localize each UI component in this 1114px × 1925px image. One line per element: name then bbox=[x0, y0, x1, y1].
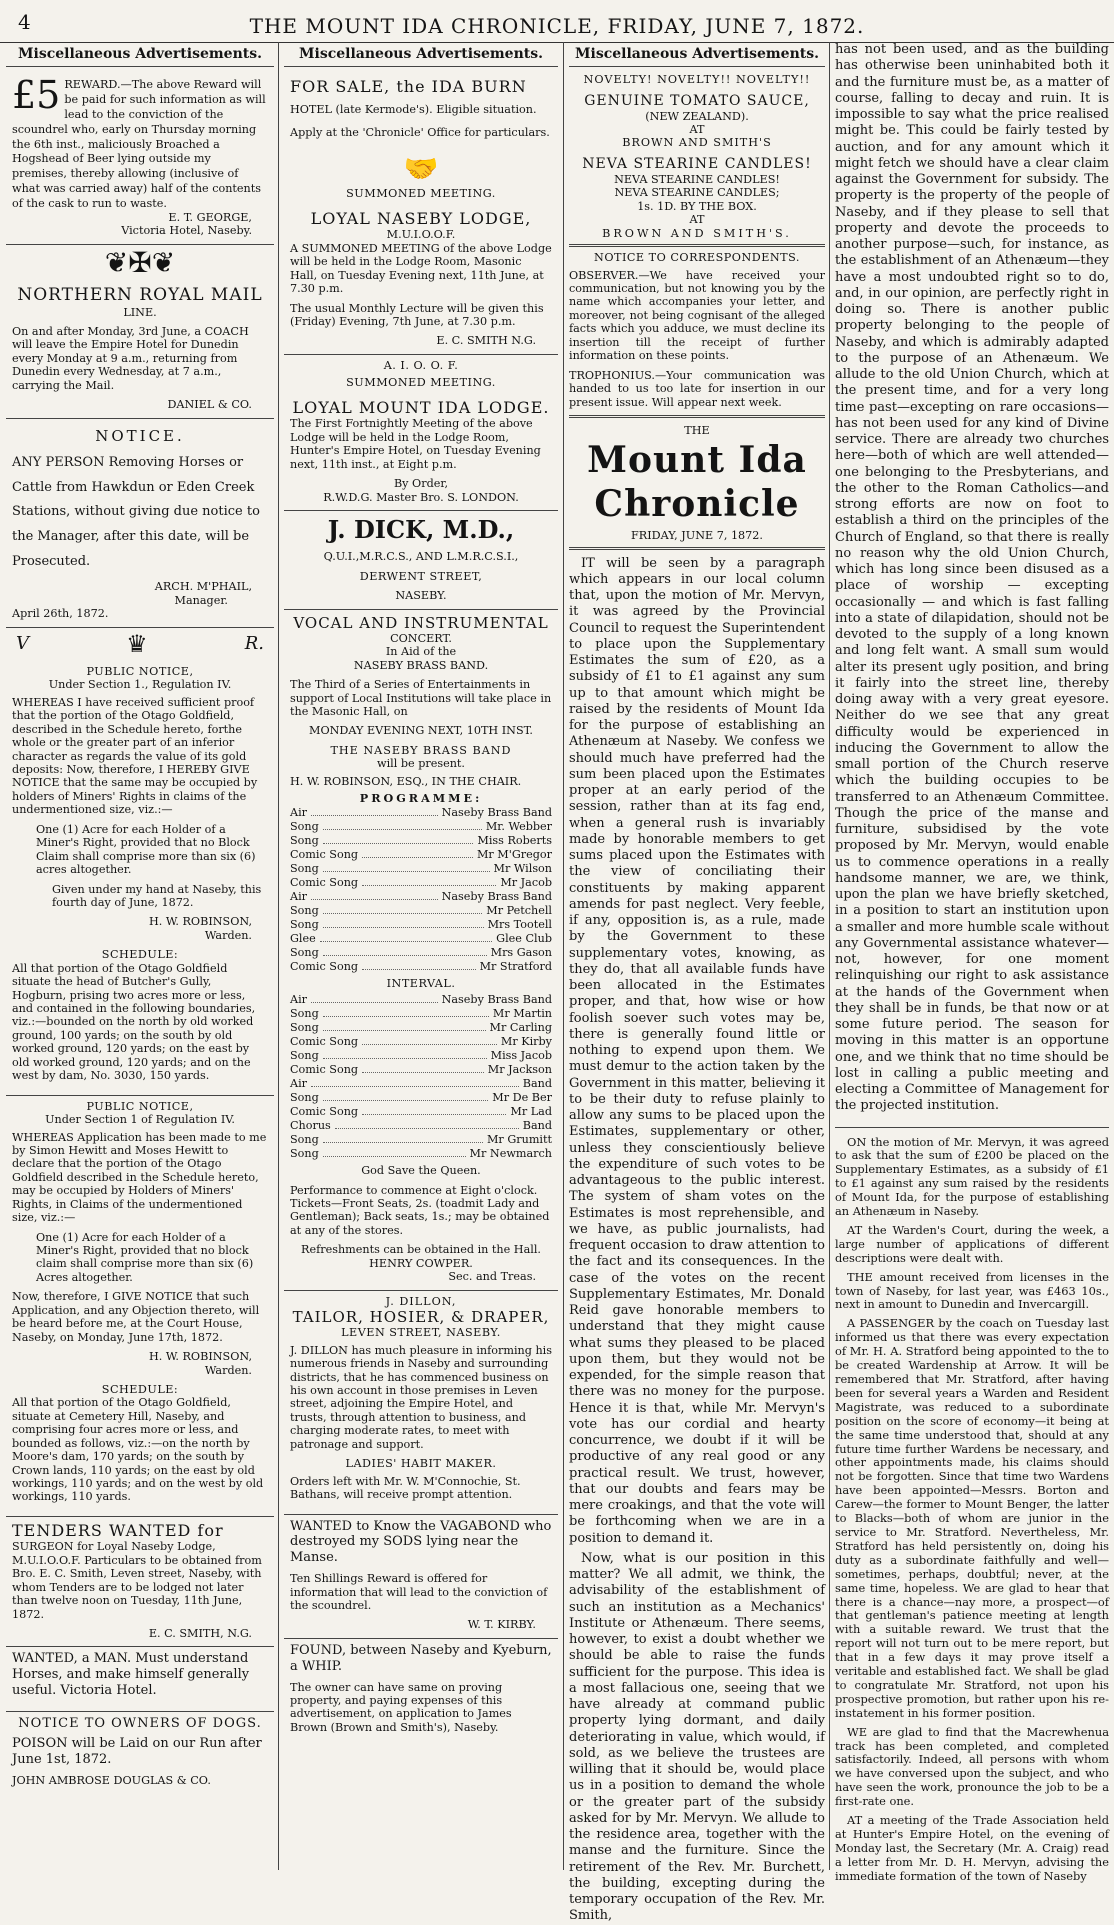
programme-performer: Mr Jackson bbox=[487, 1063, 552, 1077]
programme-performer: Band bbox=[522, 1077, 552, 1091]
dillon-title: TAILOR, HOSIER, & DRAPER, bbox=[292, 1308, 550, 1326]
aiof-heading: A. I. O. O. F. bbox=[383, 358, 459, 372]
programme-performer: Glee Club bbox=[496, 931, 552, 945]
pn1-signature: H. W. ROBINSON, bbox=[148, 915, 252, 929]
tomato-title: GENUINE TOMATO SAUCE, bbox=[584, 92, 810, 109]
concert-band-present: THE NASEBY BRASS BAND bbox=[330, 743, 512, 757]
local-note-5: WE are glad to find that the Macrewhenua track has been completed, and completed satisfactorily. Indeed, all persons with whom we have conversed upon the subject, and who have seen the work, pronounce the job to be a first-rate one. bbox=[835, 1724, 1109, 1809]
sale-title: FOR SALE, the IDA BURN bbox=[290, 77, 527, 97]
programme-performer: Mr M'Gregor bbox=[476, 847, 552, 861]
programme-item: Air bbox=[290, 993, 308, 1007]
pn1-text: WHEREAS I have received sufficient proof that the portion of the Otago Goldfield, described in the Schedule hereto, forthe whole or the greater part of an inferior character as regards the value of its gold deposits: Now, therefore, I HEREBY GIVE NOTICE that the same may be occupied by holders of Miners' Rights in claims of the undermentioned size, viz.:— bbox=[12, 695, 258, 817]
mount-ida-lodge-ad bbox=[284, 394, 558, 511]
programme-item: Song bbox=[290, 945, 319, 959]
lodge1-signature: E. C. SMITH N.G. bbox=[436, 334, 536, 348]
wanted-man-text: WANTED, a MAN. Must understand Horses, and make himself generally useful. Victoria Hotel. bbox=[12, 1651, 250, 1699]
tenders-text: SURGEON for Loyal Naseby Lodge, M.U.I.O.O.F. Particulars to be obtained from Bro. E. C. Smith, Leven street, Naseby, with whom Tenders are to be lodged not later than twelve noon on Tuesday, 11th June, 1872. bbox=[12, 1540, 262, 1621]
programme-heading: PROGRAMME: bbox=[359, 791, 483, 806]
dick-quals: Q.U.I.,M.R.C.S., AND L.M.R.C.S.I., bbox=[323, 550, 519, 564]
pn1-heading: PUBLIC NOTICE, bbox=[86, 664, 194, 678]
programme-item: Comic Song bbox=[290, 1063, 359, 1077]
dillon-ad bbox=[284, 1291, 558, 1515]
page-number: 4 bbox=[18, 10, 31, 34]
programme-row bbox=[290, 932, 552, 946]
leader-dots bbox=[362, 1105, 506, 1115]
leader-dots bbox=[311, 993, 438, 1003]
concert-chair: H. W. ROBINSON, ESQ., IN THE CHAIR. bbox=[290, 774, 522, 788]
vagabond-text: WANTED to Know the VAGABOND who destroyed my SODS lying near the Manse. bbox=[290, 1518, 552, 1566]
pn2-schedule-heading: SCHEDULE: bbox=[101, 1382, 179, 1396]
found-text2: The owner can have same on proving property, and paying expenses of this advertisement, on application to James Brown (Brown and Smith's), Naseby. bbox=[290, 1680, 512, 1734]
programme-performer: Miss Jacob bbox=[490, 1049, 552, 1063]
brown-smith-1: BROWN AND SMITH'S bbox=[622, 136, 772, 150]
leader-dots bbox=[323, 1091, 489, 1101]
programme-row bbox=[290, 806, 552, 820]
for-sale-ad bbox=[284, 73, 558, 151]
concert-signature: HENRY COWPER. bbox=[369, 1256, 473, 1270]
dillon-ladies: LADIES' HABIT MAKER. bbox=[345, 1457, 497, 1471]
page-title: THE MOUNT IDA CHRONICLE, FRIDAY, JUNE 7, 1872. bbox=[249, 14, 865, 38]
column-rule bbox=[563, 42, 564, 1870]
programme-performer: Naseby Brass Band bbox=[441, 805, 552, 819]
leader-dots bbox=[323, 946, 487, 956]
leader-dots bbox=[323, 862, 490, 872]
programme-performer: Miss Roberts bbox=[477, 833, 552, 847]
programme-item: Song bbox=[290, 1147, 319, 1161]
programme-item: Song bbox=[290, 903, 319, 917]
programme-item: Song bbox=[290, 833, 319, 847]
vr-letter-left: V bbox=[16, 633, 29, 655]
reward-amount: £5 bbox=[12, 73, 61, 118]
programme-row bbox=[290, 1063, 552, 1077]
programme-performer: Mr Grumitt bbox=[486, 1133, 552, 1147]
dogs-text: POISON will be Laid on our Run after June 1st, 1872. bbox=[12, 1735, 262, 1767]
column-1 bbox=[6, 42, 274, 1867]
leader-dots bbox=[311, 1077, 519, 1087]
correspondents-heading: NOTICE TO CORRESPONDENTS. bbox=[594, 251, 800, 265]
leader-dots bbox=[323, 1007, 489, 1017]
pn2-heading: PUBLIC NOTICE, bbox=[86, 1099, 194, 1113]
programme-row bbox=[290, 834, 552, 848]
vr-letter-right: R. bbox=[244, 633, 264, 655]
reward-signature: E. T. GEORGE, bbox=[168, 210, 252, 224]
programme-row bbox=[290, 820, 552, 834]
programme-performer: Mrs Tootell bbox=[487, 917, 552, 931]
programme-item: Air bbox=[290, 805, 308, 819]
programme-row bbox=[290, 1133, 552, 1147]
programme-performer: Naseby Brass Band bbox=[441, 993, 552, 1007]
programme-item: Comic Song bbox=[290, 875, 359, 889]
concert-will: will be present. bbox=[377, 757, 465, 771]
novelty-line: NOVELTY! NOVELTY!! NOVELTY!! bbox=[583, 73, 811, 87]
programme-performer: Band bbox=[522, 1119, 552, 1133]
programme-item: Comic Song bbox=[290, 1105, 359, 1119]
column-4 bbox=[835, 42, 1109, 1883]
dillon-text: J. DILLON has much pleasure in informing his numerous friends in Naseby and surrounding districts, that he has commenced business on his own account in those premises in Leven street, adjoining the Empire Hotel, and trusts, through attention to business, and charging moderate rates, to meet with patronage and support. bbox=[290, 1343, 552, 1451]
notice-ad bbox=[6, 419, 274, 628]
notice-heading: NOTICE. bbox=[95, 426, 185, 445]
naseby-lodge-ad bbox=[284, 205, 558, 355]
programme-row bbox=[290, 993, 552, 1007]
dogs-signature: JOHN AMBROSE DOUGLAS & CO. bbox=[12, 1773, 211, 1787]
reward-text: REWARD.—The above Reward will be paid for such information as will lead to the conviction of the scoundrel who, early on Thursday morning the 6th inst., maliciously Broached a Hogshead of Beer lying outside my premises, thereby allowing (inclusive of what was carried away) half of the contents of the cask to run to waste. bbox=[12, 78, 266, 211]
public-notice-1 bbox=[6, 661, 274, 1096]
programme-row bbox=[290, 1021, 552, 1035]
programme-item: Comic Song bbox=[290, 847, 359, 861]
concert-ad bbox=[284, 610, 558, 1291]
programme-item: Song bbox=[290, 1021, 319, 1035]
programme-row bbox=[290, 1091, 552, 1105]
concert-role: Sec. and Treas. bbox=[448, 1270, 536, 1284]
column-2 bbox=[284, 42, 558, 1867]
column-rule bbox=[829, 42, 830, 1870]
handshake-emblem: 🤝 bbox=[403, 152, 439, 186]
concert-aid: In Aid of the bbox=[385, 645, 457, 659]
programme-performer: Mr. Webber bbox=[485, 819, 552, 833]
section-heading: Miscellaneous Advertisements. bbox=[569, 42, 825, 67]
dillon-orders: Orders left with Mr. W. M'Connochie, St. Bathans, will receive prompt attention. bbox=[290, 1474, 521, 1502]
crown-icon: ♛ bbox=[126, 629, 148, 658]
dick-ad bbox=[284, 511, 558, 610]
leader-dots bbox=[362, 960, 476, 970]
local-notes bbox=[835, 1136, 1109, 1884]
section-heading: Miscellaneous Advertisements. bbox=[6, 42, 274, 67]
programme-row bbox=[290, 1035, 552, 1049]
pn1-given: Given under my hand at Naseby, this fourth day of June, 1872. bbox=[52, 882, 262, 909]
leader-dots bbox=[323, 1021, 486, 1031]
newspaper-nameplate: Mount Ida Chronicle bbox=[587, 439, 807, 526]
found-ad bbox=[284, 1639, 558, 1746]
notice-text: ANY PERSON Removing Horses or Cattle from Hawkdun or Eden Creek Stations, without giving due notice to the Manager, after this date, will be Prosecuted. bbox=[12, 454, 260, 569]
programme-item: Comic Song bbox=[290, 959, 359, 973]
programme-item: Air bbox=[290, 1077, 308, 1091]
leader-dots bbox=[311, 806, 438, 816]
summoned-heading-1: SUMMONED MEETING. bbox=[346, 187, 496, 201]
interval-heading: INTERVAL. bbox=[386, 976, 456, 990]
pn2-text2: Now, therefore, I GIVE NOTICE that such Application, and any Objection thereto, will be heard before me, at the Court House, Naseby, on Monday, June 17th, 1872. bbox=[12, 1290, 260, 1344]
god-save: God Save the Queen. bbox=[361, 1164, 481, 1178]
programme-performer: Naseby Brass Band bbox=[441, 889, 552, 903]
mail-title: NORTHERN ROYAL MAIL bbox=[17, 284, 263, 305]
concert-title: VOCAL AND INSTRUMENTAL bbox=[293, 613, 549, 632]
leader-dots bbox=[362, 848, 473, 858]
programme-row bbox=[290, 862, 552, 876]
lodge2-title: LOYAL MOUNT IDA LODGE. bbox=[292, 397, 550, 417]
neva-2: NEVA STEARINE CANDLES! bbox=[614, 172, 780, 186]
tenders-ad bbox=[6, 1517, 274, 1648]
programme-row bbox=[290, 904, 552, 918]
dogs-heading: NOTICE TO OWNERS OF DOGS. bbox=[18, 1716, 262, 1732]
summoned-heading-2: SUMMONED MEETING. bbox=[346, 376, 496, 390]
wanted-man-ad bbox=[6, 1647, 274, 1712]
dillon-name: J. DILLON, bbox=[385, 1294, 457, 1308]
concert-sub: CONCERT. bbox=[390, 631, 452, 645]
programme-part-2 bbox=[290, 993, 552, 1161]
lodge2-by: By Order, bbox=[393, 477, 449, 491]
leader-dots bbox=[323, 918, 484, 928]
leader-dateline: FRIDAY, JUNE 7, 1872. bbox=[569, 529, 825, 549]
programme-item: Song bbox=[290, 917, 319, 931]
mail-ad bbox=[6, 281, 274, 419]
masthead bbox=[0, 8, 1114, 43]
programme-item: Song bbox=[290, 1133, 319, 1147]
programme-row bbox=[290, 1049, 552, 1063]
leader-dots bbox=[323, 904, 482, 914]
correspondent-note-1: OBSERVER.—We have received your communication, but not knowing you by the name which accompanies your letter, and moreover, not being cognisant of the alleged facts which you adduce, we must decline its insertion till the receipt of further information on these points. bbox=[569, 268, 825, 363]
leader-dots bbox=[335, 1119, 519, 1129]
royal-arms-emblem: ❦✠❦ bbox=[104, 245, 176, 279]
programme-item: Glee bbox=[290, 931, 316, 945]
pn2-role: Warden. bbox=[204, 1363, 252, 1377]
local-note-1: ON the motion of Mr. Mervyn, it was agreed to ask that the sum of £200 be placed on the Supplementary Estimates, as a subsidy of £1 to £1 against any sum raised by the residents of Mount Ida, for the purpose of establishing an Athenæum in Naseby. bbox=[835, 1134, 1109, 1219]
programme-row bbox=[290, 946, 552, 960]
reward-address: Victoria Hotel, Naseby. bbox=[121, 224, 252, 238]
programme-performer: Mr Petchell bbox=[486, 903, 552, 917]
leader-dots bbox=[362, 876, 496, 886]
programme-performer: Mr Carling bbox=[489, 1021, 552, 1035]
leader-dots bbox=[323, 1133, 483, 1143]
brown-smith-2: BROWN AND SMITH'S. bbox=[569, 227, 825, 247]
programme-item: Song bbox=[290, 1091, 319, 1105]
leading-article bbox=[569, 556, 825, 1925]
programme-performer: Mr Newmarch bbox=[469, 1147, 552, 1161]
lodge1-text: A SUMMONED MEETING of the above Lodge will be held in the Lodge Room, Masonic Hall, on Tuesday Evening next, 11th June, at 7.30 p.m. bbox=[290, 241, 552, 296]
tenders-signature: E. C. SMITH, N.G. bbox=[148, 1627, 252, 1641]
leader-paragraph-1: IT will be seen by a paragraph which appears in our local column that, upon the motion of Mr. Mervyn, it was agreed by the Provincial Council to request the Superintendent to place upon the Supplementary Estimates the sum of £20, as a subsidy of £1 to £1 against any sum up to that amount which might be raised by the residents of Mount Ida for the purpose of establishing an Athenæum at Naseby. We confess we should much have preferred had the sum been placed upon the Estimates proper at an early period of the session, rather than at its fag end, when a general rush is invariably made by honorable members to get sums placed upon the Estimates with the view of conciliating their constituents by making apparent amends for past neglect. Very feeble, if any, opposition is, as a rule, made by the Government to these supplementary votes, knowing, as they do, that all available funds have been allocated in the Estimates proper, and that, how wise or how foolish soever such votes may be, there is generally found little or nothing to expend upon them. We must demur to the action taken by the Government in this matter, believing it to be their duty to refuse plainly to allow any sums to be placed upon the Estimates, supplementary or other, unless they conscientiously believe the expenditure of such votes to be advantageous to the public interest. The system of sham votes on the Estimates is most reprehensible, and we have, as public journalists, had frequent occasion to draw attention to the fact and its consequences. In the case of the votes on the recent Supplementary Estimates, Mr. Donald Reid gave honorable members to understand that they might cause what sums they pleased to be placed upon them, but they would not be expended, for the simple reason that there was no money for the purpose. Hence it is that, while Mr. Mervyn's vote has our cordial and hearty concurrence, we doubt if it will be productive of any real good or any practical result. We trust, however, that our doubts and fears may be mere croakings, and that the vote will be forthcoming when we are in a position to demand it. bbox=[569, 555, 825, 1546]
programme-item: Song bbox=[290, 819, 319, 833]
leader-dots bbox=[320, 932, 492, 942]
tomato-nz: (NEW ZEALAND). bbox=[645, 109, 749, 123]
pn2-sub: Under Section 1 of Regulation IV. bbox=[45, 1113, 235, 1127]
dick-name: J. DICK, M.D., bbox=[327, 514, 515, 544]
programme-row bbox=[290, 848, 552, 862]
pn2-text: WHEREAS Application has been made to me by Simon Hewitt and Moses Hewitt to declare that the portion of the Otago Goldfield described in the Schedule hereto, may be occupied by Holders of Miners' Rights, in Claims of the undermentioned size, viz.:— bbox=[12, 1130, 267, 1225]
correspondent-note-2: TROPHONIUS.—Your communication was handed to us too late for insertion in our present issue. Will appear next week. bbox=[569, 369, 825, 418]
concert-band: NASEBY BRASS BAND. bbox=[353, 658, 489, 672]
programme-row bbox=[290, 960, 552, 974]
vagabond-text2: Ten Shillings Reward is offered for information that will lead to the conviction of the scoundrel. bbox=[290, 1572, 548, 1612]
dogs-notice bbox=[6, 1712, 274, 1793]
programme-row bbox=[290, 918, 552, 932]
lodge1-text2: The usual Monthly Lecture will be given this (Friday) Evening, 7th June, at 7.30 p.m. bbox=[290, 301, 544, 329]
concert-text: The Third of a Series of Entertainments in support of Local Institutions will take place in the Masonic Hall, on bbox=[290, 678, 552, 718]
dillon-street: LEVEN STREET, NASEBY. bbox=[341, 1326, 501, 1340]
leader-paragraph-2: Now, what is our position in this matter? We all admit, we think, the advisability of the establishment of such an institution as a Mechanics' Institute or Athenæum. There seems, however, to exist a doubt whether we should be able to raise the funds sufficient for the purpose. This idea is a most fallacious one, seeing that we have already at command public property lying dormant, and daily deteriorating in value, which would, if sold, as we believe the trustees are willing that it should be, would place us in a position to demand the whole or the greater part of the subsidy asked for by Mr. Mervyn. We allude to the residence area, together with the manse and the furniture. Since the retirement of the Rev. Mr. Burchett, the building, excepting during the temporary occupation of the Rev. Mr. Smith, bbox=[569, 1550, 825, 1924]
programme-item: Air bbox=[290, 889, 308, 903]
concert-perf: Performance to commence at Eight o'clock. Tickets—Front Seats, 2s. (toadmit Lady and Gentleman); Back seats, 1s.; may be obtained at any of the stores. bbox=[290, 1183, 550, 1237]
neva-3: NEVA STEARINE CANDLES; bbox=[614, 186, 780, 200]
at-2: AT bbox=[689, 213, 705, 227]
local-note-4: A PASSENGER by the coach on Tuesday last informed us that there was every expectation of Mr. H. A. Stratford being appointed to the to be created Wardenship at Arrow. It will be remembered that Mr. Stratford, after having been for several years a Warden and Resident Magistrate, was reduced to a subordinate position on the score of economy—it being at the same time understood that, should at any future time further Wardens be necessary, and other appointments made, his claims should not be forgotten. Since that time two Wardens have been appointed—Messrs. Borton and Carew—the former to Mount Benger, the latter to Blacks—both of whom are junior in the service to Mr. Stratford. Nevertheless, Mr. Stratford has held persistently on, doing his duty as a subordinate faithfully and well—sometimes, perhaps, doubtful; never, at the same time, hopeless. We are glad to hear that there is a chance—nay more, a prospect—of that gentleman's patience meeting at length with a suitable reward. We trust that the report will not turn out to be mere report, but that in a few days it may prove itself a veritable and established fact. We shall be glad to congratulate Mr. Stratford, not upon his prospective promotion, but rather upon his re-instatement in his former position. bbox=[835, 1316, 1109, 1720]
concert-date: MONDAY EVENING NEXT, 10TH INST. bbox=[309, 724, 533, 738]
programme-performer: Mr Martin bbox=[492, 1007, 552, 1021]
pn1-schedule-heading: SCHEDULE: bbox=[101, 948, 179, 962]
leader-continued bbox=[835, 42, 1109, 1128]
programme-performer: Mr Kirby bbox=[500, 1035, 552, 1049]
programme-performer: Mr Wilson bbox=[493, 861, 552, 875]
programme-row bbox=[290, 1147, 552, 1161]
programme-item: Chorus bbox=[290, 1119, 331, 1133]
programme-item: Song bbox=[290, 1049, 319, 1063]
pn1-role: Warden. bbox=[204, 928, 252, 942]
programme-row bbox=[290, 876, 552, 890]
column-3 bbox=[569, 42, 825, 1924]
dick-town: NASEBY. bbox=[395, 589, 447, 603]
programme-performer: Mrs Gason bbox=[490, 945, 552, 959]
pn2-schedule: All that portion of the Otago Goldfield, situate at Cemetery Hill, Naseby, and comprising four acres more or less, and bounded as follows, viz.:—on the north by Moore's dam, 170 yards; on the south by Crown lands, 110 yards; on the east by old workings, 110 yards; and on the west by old workings, 110 yards. bbox=[12, 1396, 264, 1504]
programme-item: Comic Song bbox=[290, 1035, 359, 1049]
dick-street: DERWENT STREET, bbox=[359, 569, 483, 583]
leader-continued-text: has not been used, and as the building has otherwise been uninhabited both it and the furniture must be, as a matter of course, falling to decay and ruin. It is impossible to say what the price realised might be. This could be fairly tested by auction, and for any amount which it might fetch we should have a clear claim against the Government for subsidy. The property is the property of the people of Naseby, and if they please to sell that property and devote the proceeds to another purpose—such, for instance, as the establishment of an Athenæum—they have a most undoubted right so to do, and, in our opinion, are perfectly right in doing so. There is another public property belonging to the people of Naseby, and which is admirably adapted to the purpose of an Athenæum. We allude to the old Union Church, which at the present time, and for a very long time past—excepting on rare occasions—has not been used for any kind of Divine service. There are already two churches here—both of which are well attended—one belonging to the Presbyterians, and the other to the Roman Catholics—and strong efforts are now on foot to establish a third on the principles of the Church of England, so that there is really no reason why the old Union Church, which has long since been disused as a place of worship — excepting occasionally — and which is fast falling into a state of dilapidation, should not be devoted to the supply of a long known and long felt want. A small sum would alter its present ugly position, and bring it fairly into the street line, thereby doing away with a very great eyesore. Neither do we see that any great difficulty would be experienced in inducing the Government to allow the small portion of the Church reserve which the building occupies to be transferred to an Athenæum Committee. Though the price of the manse and furniture, subsidised by the vote proposed by Mr. Mervyn, would enable us to commence operations in a really handsome manner, we are, we think, upon the plan we have briefly sketched, in a position to start an institution upon a smaller and more humble scale without any Governmental assistance whatever—not, however, for one moment relinquishing our right to ask assistance at the hands of the Government when they shall be in funds, be that now or at some future period. The season for moving in this matter is an opportune one, and we think that no time should be lost in calling a public meeting and electing a Committee of Management for the projected institution. bbox=[835, 42, 1109, 1114]
public-notice-2 bbox=[6, 1096, 274, 1517]
pn2-signature: H. W. ROBINSON, bbox=[148, 1350, 252, 1364]
leader-dots bbox=[311, 890, 438, 900]
leader-dots bbox=[323, 1049, 487, 1059]
local-note-3: THE amount received from licenses in the town of Naseby, for last year, was £463 10s., next in amount to Dunedin and Invercargill. bbox=[835, 1269, 1109, 1312]
vagabond-signature: W. T. KIRBY. bbox=[467, 1618, 536, 1632]
programme-item: Song bbox=[290, 861, 319, 875]
concert-refresh: Refreshments can be obtained in the Hall. bbox=[301, 1243, 541, 1257]
leader-dots bbox=[323, 820, 482, 830]
lodge1-title: LOYAL NASEBY LODGE, bbox=[310, 208, 532, 228]
programme-performer: Mr Jacob bbox=[500, 875, 552, 889]
programme-performer: Mr Stratford bbox=[479, 959, 552, 973]
section-heading: Miscellaneous Advertisements. bbox=[284, 42, 558, 67]
local-note-6: AT a meeting of the Trade Association held at Hunter's Empire Hotel, on the evening of Monday last, the Secretary (Mr. A. Craig) read a letter from Mr. D. H. Mervyn, advising the immediate formation of the town of Naseby bbox=[835, 1813, 1109, 1883]
at-1: AT bbox=[689, 123, 705, 137]
tenders-title: TENDERS WANTED for bbox=[12, 1520, 224, 1540]
leader-dots bbox=[362, 1035, 497, 1045]
programme-row bbox=[290, 1077, 552, 1091]
lodge1-sub: M.U.I.O.O.F. bbox=[386, 228, 456, 242]
masthead-the: THE bbox=[684, 423, 710, 437]
programme-performer: Mr De Ber bbox=[492, 1091, 552, 1105]
programme-performer: Mr Lad bbox=[510, 1105, 552, 1119]
programme-row bbox=[290, 1007, 552, 1021]
programme-part-1 bbox=[290, 806, 552, 974]
vr-emblem bbox=[6, 628, 274, 661]
mail-text: On and after Monday, 3rd June, a COACH will leave the Empire Hotel for Dunedin every Monday at 9 a.m., returning from Dunedin every Wednesday, at 7 a.m., carrying the Mail. bbox=[12, 325, 249, 392]
programme-row bbox=[290, 1119, 552, 1133]
vagabond-ad bbox=[284, 1515, 558, 1639]
neva-price: 1s. 1D. BY THE BOX. bbox=[637, 199, 757, 213]
found-text: FOUND, between Naseby and Kyeburn, a WHIP. bbox=[290, 1642, 552, 1674]
notice-signature: ARCH. M'PHAIL, bbox=[154, 580, 252, 594]
sale-text2: Apply at the 'Chronicle' Office for particulars. bbox=[290, 126, 550, 140]
leader-dots bbox=[323, 834, 474, 844]
neva-1: NEVA STEARINE CANDLES! bbox=[582, 155, 812, 172]
programme-row bbox=[290, 1105, 552, 1119]
leader-dots bbox=[323, 1147, 466, 1157]
leader-dots bbox=[362, 1063, 484, 1073]
mail-subtitle: LINE. bbox=[123, 305, 157, 319]
mail-signature: DANIEL & CO. bbox=[167, 398, 252, 412]
pn2-item: One (1) Acre for each Holder of a Miner's Right, provided that no block claim shall comprise more than six (6) Acres altogether. bbox=[36, 1230, 254, 1284]
notice-role: Manager. bbox=[174, 593, 228, 607]
programme-item: Song bbox=[290, 1007, 319, 1021]
pn1-schedule: All that portion of the Otago Goldfield situate the head of Butcher's Gully, Hogburn, prising two acres more or less, and contained in the following boundaries, viz.:—bounded on the north by old worked ground, 100 yards; on the south by old worked ground, 120 yards; on the east by old worked ground, 120 yards; and on the west by dam, No. 3030, 150 yards. bbox=[12, 961, 256, 1083]
lodge2-text: The First Fortnightly Meeting of the above Lodge will be held in the Lodge Room, Hunter's Empire Hotel, on Tuesday Evening next, 11th inst., at Eight p.m. bbox=[290, 417, 541, 471]
lodge2-signature: R.W.D.G. Master Bro. S. LONDON. bbox=[323, 490, 519, 504]
pn1-sub: Under Section 1., Regulation IV. bbox=[48, 678, 232, 692]
sale-text: HOTEL (late Kermode's). Eligible situation. bbox=[290, 102, 537, 116]
local-note-2: AT the Warden's Court, during the week, a large number of applications of different descriptions were dealt with. bbox=[835, 1222, 1109, 1265]
reward-ad bbox=[6, 73, 274, 245]
pn1-item: One (1) Acre for each Holder of a Miner's Right, provided that no Block Claim shall comprise more than six (6) acres altogether. bbox=[36, 822, 256, 877]
notice-date: April 26th, 1872. bbox=[12, 607, 109, 621]
column-rule bbox=[278, 42, 279, 1870]
programme-row bbox=[290, 890, 552, 904]
